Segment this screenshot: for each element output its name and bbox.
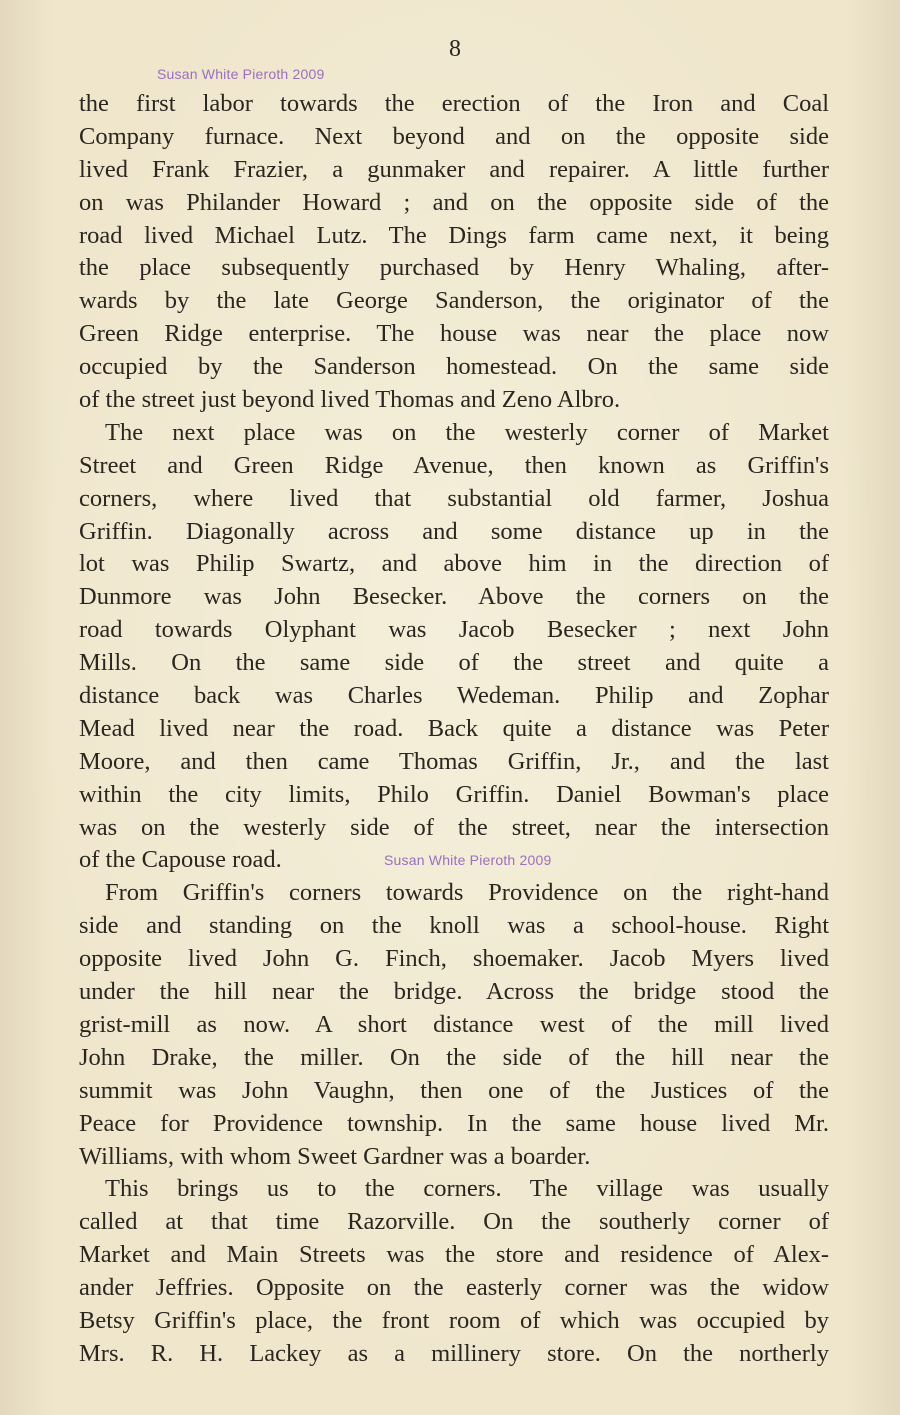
text-line: Moore, and then came Thomas Griffin, Jr., and the last (79, 747, 829, 775)
text-line: ander Jeffries. Opposite on the easterly corner was the widow (79, 1274, 829, 1302)
text-line: grist-mill as now. A short distance west of the mill lived (79, 1010, 829, 1038)
text-line: Griffin. Diagonally across and some distance up in the (79, 517, 829, 545)
text-line: the first labor towards the erection of the Iron and Coal (79, 90, 829, 117)
text-line: under the hill near the bridge. Across the bridge stood the (79, 978, 829, 1006)
paragraph-4 (79, 1173, 829, 1370)
text-line: Market and Main Streets was the store and residence of Alex- (79, 1241, 829, 1269)
text-line: was on the westerly side of the street, near the intersection (79, 813, 829, 841)
body-text (79, 88, 829, 1371)
text-line: wards by the late George Sanderson, the originator of the (79, 287, 829, 315)
text-line: The next place was on the westerly corner of Market (105, 418, 829, 446)
page-number: 8 (449, 36, 461, 62)
text-line: on was Philander Howard ; and on the opposite side of the (79, 188, 829, 216)
text-line: lot was Philip Swartz, and above him in the direction of (79, 550, 829, 578)
paragraph-1 (79, 88, 829, 417)
text-line: occupied by the Sanderson homestead. On the same side (79, 353, 829, 381)
text-line: Dunmore was John Besecker. Above the corners on the (79, 583, 829, 611)
text-line: the place subsequently purchased by Henry Whaling, after- (79, 254, 829, 282)
text-line: Williams, with whom Sweet Gardner was a boarder. (79, 1142, 591, 1170)
text-line: distance back was Charles Wedeman. Philip and Zophar (79, 682, 829, 710)
watermark-mid: Susan White Pieroth 2009 (384, 852, 552, 868)
text-line: lived Frank Frazier, a gunmaker and repairer. A little further (79, 155, 829, 183)
text-line: of the street just beyond lived Thomas and Zeno Albro. (79, 386, 621, 414)
text-line: Company furnace. Next beyond and on the opposite side (79, 122, 829, 150)
text-line: road lived Michael Lutz. The Dings farm came next, it being (79, 221, 829, 249)
text-line: called at that time Razorville. On the southerly corner of (79, 1208, 829, 1236)
text-line: Street and Green Ridge Avenue, then known as Griffin's (79, 451, 829, 479)
text-line: John Drake, the miller. On the side of the hill near the (79, 1043, 829, 1071)
text-line: Peace for Providence township. In the same house lived Mr. (79, 1109, 829, 1137)
text-line: This brings us to the corners. The village was usually (105, 1175, 829, 1203)
paragraph-3 (79, 877, 829, 1173)
text-line: of the Capouse road. (79, 846, 282, 874)
text-line: summit was John Vaughn, then one of the Justices of the (79, 1076, 829, 1104)
paragraph-2 (79, 417, 829, 877)
text-line: Mills. On the same side of the street and quite a (79, 649, 829, 677)
text-line: Betsy Griffin's place, the front room of which was occupied by (79, 1306, 829, 1334)
text-line: Green Ridge enterprise. The house was near the place now (79, 320, 829, 348)
text-line: road towards Olyphant was Jacob Besecker ; next John (79, 616, 829, 644)
text-line: within the city limits, Philo Griffin. Daniel Bowman's place (79, 780, 829, 808)
watermark-top: Susan White Pieroth 2009 (157, 66, 325, 82)
text-line: corners, where lived that substantial old farmer, Joshua (79, 484, 829, 512)
text-line: side and standing on the knoll was a school-house. Right (79, 912, 829, 940)
text-line: opposite lived John G. Finch, shoemaker. Jacob Myers lived (79, 945, 829, 973)
text-line: Mrs. R. H. Lackey as a millinery store. On the northerly (79, 1339, 829, 1367)
text-line: From Griffin's corners towards Providence on the right-hand (105, 879, 829, 907)
text-line: Mead lived near the road. Back quite a distance was Peter (79, 714, 829, 742)
